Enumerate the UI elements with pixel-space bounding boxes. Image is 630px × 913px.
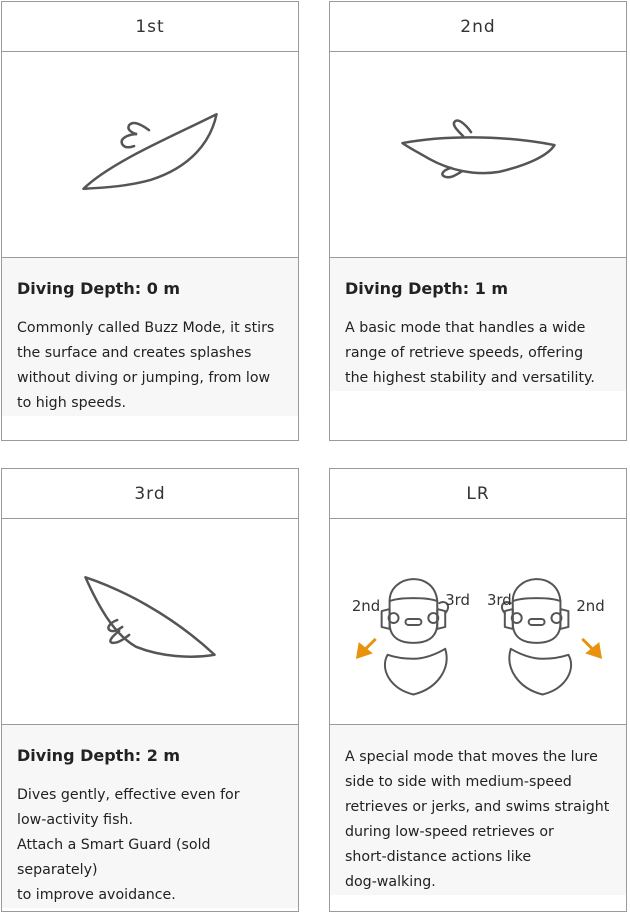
lure-image (2, 519, 298, 725)
lure-front-view-icon (330, 519, 626, 724)
card-description: A special mode that moves the lure side to side with medium-speed retrieves or jerks, and swims straight during low-speed retrieves or short-distance actions like dog-walking. (345, 749, 610, 890)
card-body (330, 258, 626, 391)
diagram-label: 3rd (445, 591, 470, 610)
mode-card-3rd (1, 468, 299, 912)
diagram-label: 3rd (486, 591, 512, 610)
card-title: Diving Depth: 1 m (345, 279, 509, 298)
card-header: LR (330, 469, 626, 519)
card-title: Diving Depth: 2 m (17, 746, 181, 765)
diagram-label: 2nd (576, 597, 605, 616)
lure-side-view-icon (2, 52, 298, 257)
card-body (2, 725, 298, 908)
lure-front-view-diagram (330, 519, 626, 725)
mode-card-2nd (329, 1, 627, 441)
card-header: 2nd (330, 2, 626, 52)
card-description: Dives gently, effective even for low-activity fish. Attach a Smart Guard (sold separately) to improve avoidance. (17, 787, 240, 903)
card-description: A basic mode that handles a wide range of retrieve speeds, offering the highest stability and versatility. (345, 320, 595, 386)
lure-side-view-icon (2, 519, 298, 724)
card-title: Diving Depth: 0 m (17, 279, 181, 298)
lure-image (330, 52, 626, 258)
lure-image (2, 52, 298, 258)
card-body (330, 725, 626, 895)
lure-side-view-icon (330, 52, 626, 257)
card-header: 3rd (2, 469, 298, 519)
mode-card-lr (329, 468, 627, 912)
card-header: 1st (2, 2, 298, 52)
card-body (2, 258, 298, 416)
mode-card-1st (1, 1, 299, 441)
diagram-label: 2nd (351, 597, 381, 616)
card-description: Commonly called Buzz Mode, it stirs the surface and creates splashes without diving or jumping, from low to high speeds. (17, 320, 275, 411)
orange-arrow-icon (358, 639, 600, 657)
